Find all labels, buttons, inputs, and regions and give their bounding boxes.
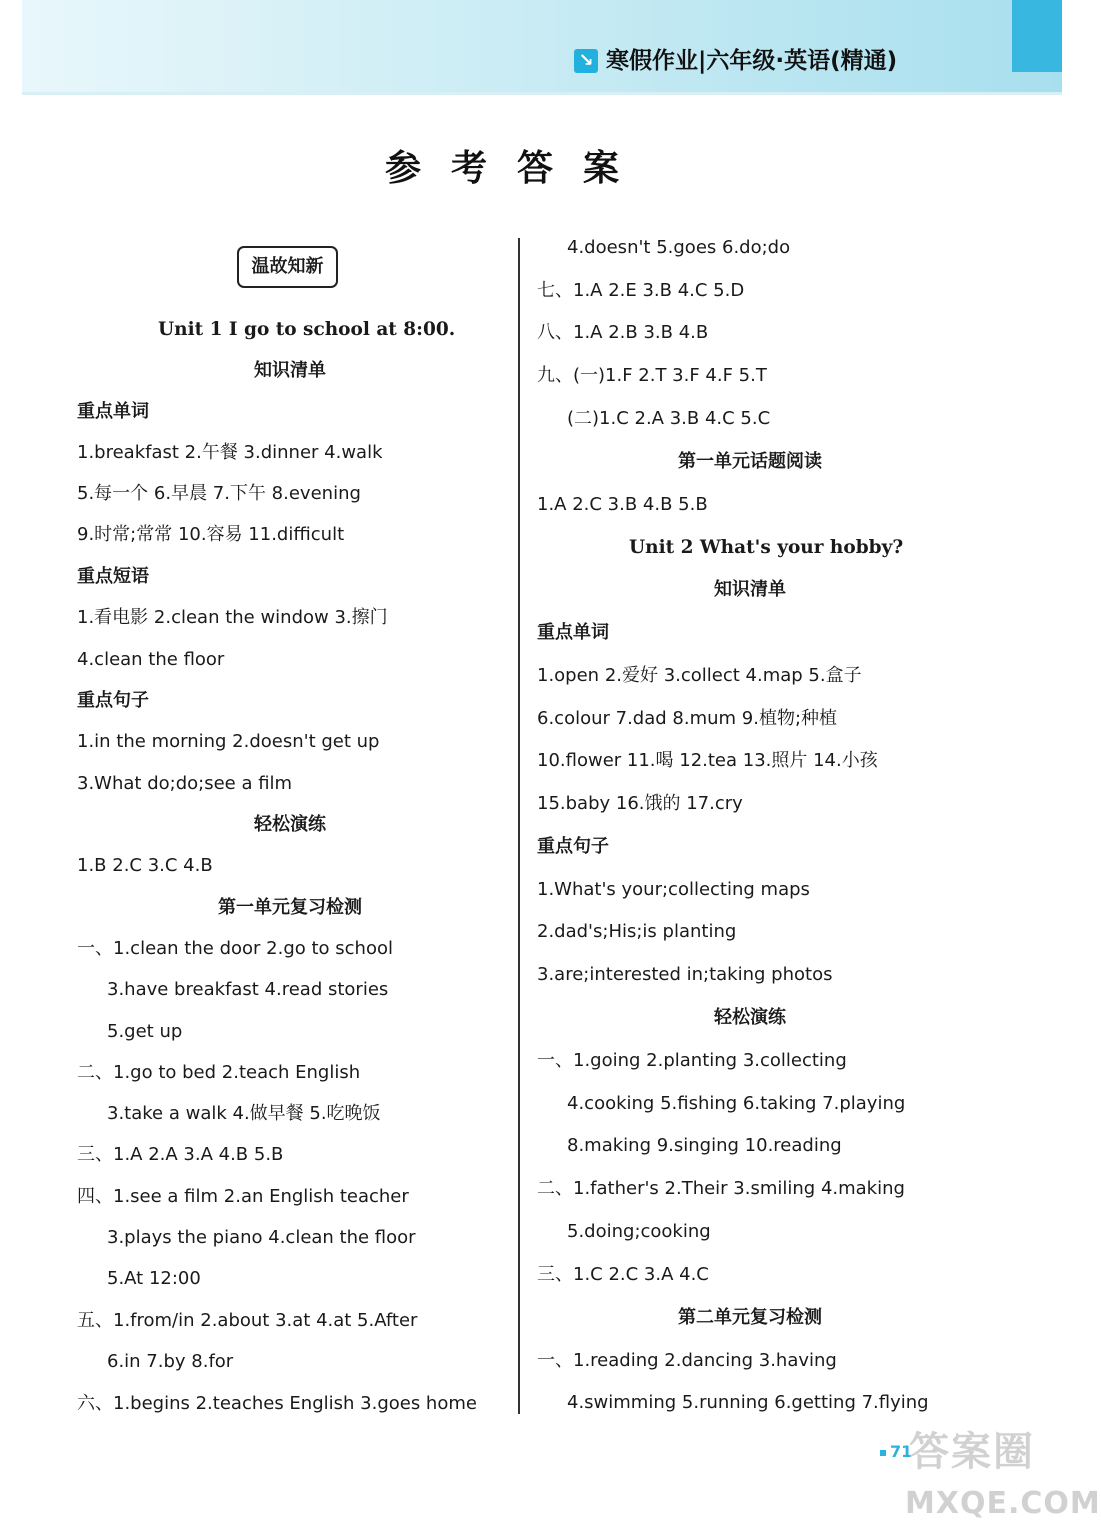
answer-line: 四、1.see a film 2.an English teacher	[77, 1186, 409, 1207]
answer-line: 二、1.go to bed 2.teach English	[77, 1062, 361, 1083]
section-badge: 温故知新	[237, 246, 338, 288]
header-band	[22, 0, 1062, 92]
answer-line: 3.have breakfast 4.read stories	[107, 979, 389, 1000]
page-number-dot	[880, 1450, 886, 1456]
answer-line: 五、1.from/in 2.about 3.at 4.at 5.After	[77, 1310, 418, 1331]
answer-line: 三、1.A 2.A 3.A 4.B 5.B	[77, 1144, 284, 1165]
answer-line: 2.dad's;His;is planting	[537, 921, 737, 942]
answer-line: 3.take a walk 4.做早餐 5.吃晚饭	[107, 1103, 381, 1124]
answer-line: 6.colour 7.dad 8.mum 9.植物;种植	[537, 708, 838, 729]
answer-line: 1.B 2.C 3.C 4.B	[77, 855, 213, 876]
page-number	[880, 1442, 1000, 1464]
answer-line: 八、1.A 2.B 3.B 4.B	[537, 322, 709, 343]
subsection-heading: 重点句子	[537, 836, 609, 857]
answer-line: 七、1.A 2.E 3.B 4.C 5.D	[537, 280, 745, 301]
section-heading: 第一单元话题阅读	[678, 451, 822, 472]
unit-heading: Unit 2 What's your hobby?	[629, 537, 904, 558]
section-heading: 知识清单	[254, 360, 326, 381]
answer-line: 4.clean the floor	[77, 649, 225, 670]
watermark-main-text: 答案圈	[909, 1429, 1035, 1475]
page-number-text: 71	[890, 1442, 913, 1461]
answer-line: 15.baby 16.饿的 17.cry	[537, 793, 743, 814]
answer-line: 一、1.clean the door 2.go to school	[77, 938, 393, 959]
section-heading: 第一单元复习检测	[218, 897, 362, 918]
answer-line: 1.breakfast 2.午餐 3.dinner 4.walk	[77, 442, 383, 463]
answer-line: 9.时常;常常 10.容易 11.difficult	[77, 524, 345, 545]
answer-line: 三、1.C 2.C 3.A 4.C	[537, 1264, 709, 1285]
answer-line: 一、1.reading 2.dancing 3.having	[537, 1350, 837, 1371]
answer-line: 6.in 7.by 8.for	[107, 1351, 234, 1372]
answer-line: 1.看电影 2.clean the window 3.擦门	[77, 607, 388, 628]
watermark-sub-text: MXQE.COM	[905, 1486, 1101, 1521]
section-heading: 轻松演练	[254, 814, 326, 835]
subsection-heading: 重点句子	[77, 690, 149, 711]
answer-line: 4.doesn't 5.goes 6.do;do	[567, 237, 791, 258]
answer-line: (二)1.C 2.A 3.B 4.C 5.C	[567, 408, 771, 429]
answer-line: 3.plays the piano 4.clean the floor	[107, 1227, 416, 1248]
header-title: 寒假作业|六年级·英语(精通)	[606, 48, 898, 74]
answer-line: 一、1.going 2.planting 3.collecting	[537, 1050, 847, 1071]
watermark-logo	[905, 1416, 1101, 1528]
unit-heading: Unit 1 I go to school at 8:00.	[158, 319, 456, 340]
answer-line: 3.What do;do;see a film	[77, 773, 293, 794]
answer-line: 4.cooking 5.fishing 6.taking 7.playing	[567, 1093, 906, 1114]
answer-line: 1.in the morning 2.doesn't get up	[77, 731, 380, 752]
subsection-heading: 重点单词	[77, 401, 149, 422]
arrow-logo-icon: ↘	[574, 49, 598, 73]
answer-line: 5.get up	[107, 1021, 183, 1042]
answer-line: 5.每一个 6.早晨 7.下午 8.evening	[77, 483, 361, 504]
answer-line: 1.What's your;collecting maps	[537, 879, 810, 900]
subsection-heading: 重点单词	[537, 622, 609, 643]
answer-line: 3.are;interested in;taking photos	[537, 964, 833, 985]
answer-line: 二、1.father's 2.Their 3.smiling 4.making	[537, 1178, 905, 1199]
section-heading: 轻松演练	[714, 1007, 786, 1028]
answer-line: 九、(一)1.F 2.T 3.F 4.F 5.T	[537, 365, 767, 386]
header-tab	[1012, 0, 1062, 72]
answer-line: 10.flower 11.喝 12.tea 13.照片 14.小孩	[537, 750, 878, 771]
header-edge	[22, 92, 1062, 95]
answer-line: 5.doing;cooking	[567, 1221, 711, 1242]
answer-line: 5.At 12:00	[107, 1268, 201, 1289]
answer-line: 1.A 2.C 3.B 4.B 5.B	[537, 494, 708, 515]
page-title: 参考答案	[384, 147, 649, 189]
section-heading: 知识清单	[714, 579, 786, 600]
answer-line: 4.swimming 5.running 6.getting 7.flying	[567, 1392, 929, 1413]
answer-line: 8.making 9.singing 10.reading	[567, 1135, 842, 1156]
answer-line: 1.open 2.爱好 3.collect 4.map 5.盒子	[537, 665, 862, 686]
subsection-heading: 重点短语	[77, 566, 149, 587]
section-heading: 第二单元复习检测	[678, 1307, 822, 1328]
answer-line: 六、1.begins 2.teaches English 3.goes home	[77, 1393, 477, 1414]
